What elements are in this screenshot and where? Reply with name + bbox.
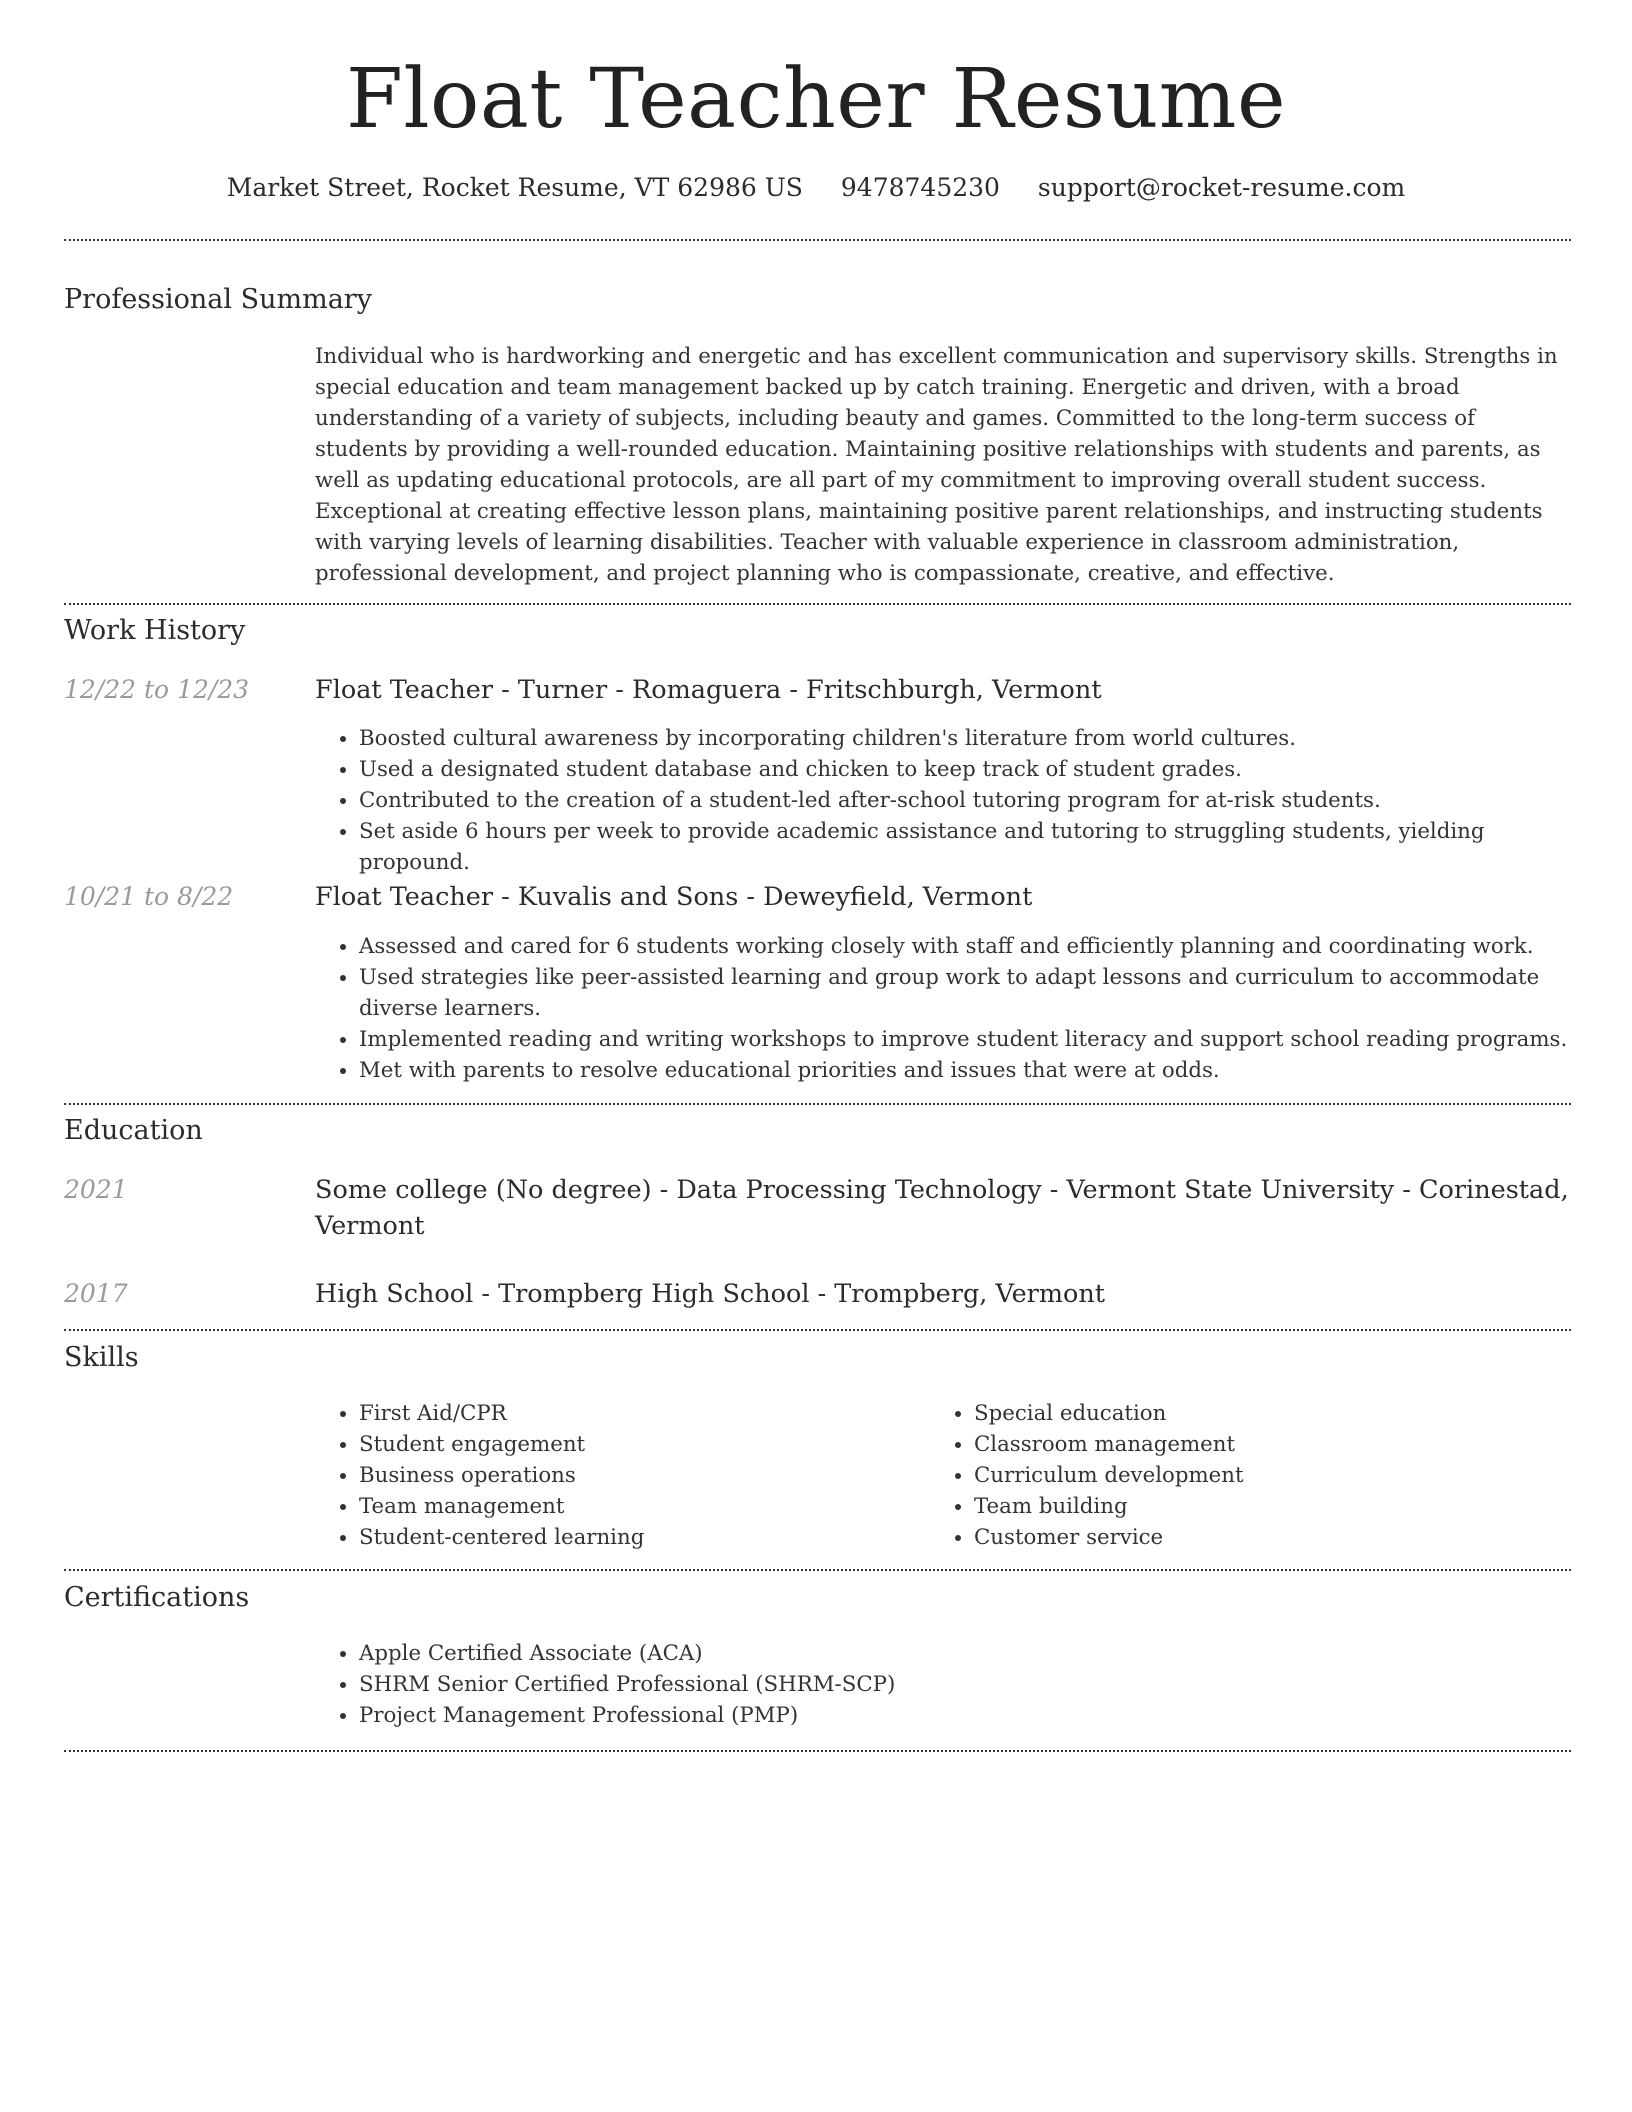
job-bullets	[315, 723, 1570, 878]
divider	[64, 1569, 1571, 1571]
divider	[64, 1329, 1571, 1331]
certification-item: • SHRM Senior Certified Professional (SHRM-SCP)	[359, 1669, 1570, 1700]
job-bullet: • Used a designated student database and chicken to keep track of student grades.	[359, 754, 1570, 785]
skills-list-left	[315, 1398, 930, 1553]
job-title: Float Teacher - Kuvalis and Sons - Deweyfield, Vermont	[315, 882, 1033, 912]
education-entry: Some college (No degree) - Data Processing Technology - Vermont State University - Corinestad, Vermont	[315, 1175, 1569, 1241]
certification-item: • Project Management Professional (PMP)	[359, 1700, 1570, 1731]
skill-item: • First Aid/CPR	[359, 1398, 930, 1429]
job-bullets	[315, 931, 1570, 1086]
job-bullet: • Set aside 6 hours per week to provide academic assistance and tutoring to struggling students, yielding propound.	[359, 816, 1570, 878]
job-bullet: • Implemented reading and writing workshops to improve student literacy and support school reading programs.	[359, 1024, 1570, 1055]
education-entry: High School - Trompberg High School - Trompberg, Vermont	[315, 1279, 1106, 1309]
section-title-certifications: Certifications	[64, 1582, 250, 1613]
skill-item: • Business operations	[359, 1460, 930, 1491]
skill-item: • Curriculum development	[974, 1460, 1545, 1491]
job-date: 10/21 to 8/22	[64, 882, 234, 911]
section-title-education: Education	[64, 1115, 203, 1146]
education-date: 2021	[64, 1175, 128, 1204]
divider	[64, 603, 1571, 605]
skill-item: • Special education	[974, 1398, 1545, 1429]
certification-item: • Apple Certified Associate (ACA)	[359, 1638, 1570, 1669]
skill-item: • Team management	[359, 1491, 930, 1522]
skill-item: • Classroom management	[974, 1429, 1545, 1460]
divider	[64, 1750, 1571, 1752]
job-bullet: • Met with parents to resolve educational priorities and issues that were at odds.	[359, 1055, 1570, 1086]
skill-item: • Student engagement	[359, 1429, 930, 1460]
job-title: Float Teacher - Turner - Romaguera - Fritschburgh, Vermont	[315, 675, 1102, 705]
section-title-skills: Skills	[64, 1342, 139, 1373]
skill-item: • Customer service	[974, 1522, 1545, 1553]
divider	[64, 1103, 1571, 1105]
job-bullet: • Boosted cultural awareness by incorporating children's literature from world cultures.	[359, 723, 1570, 754]
education-date: 2017	[64, 1279, 128, 1308]
contact-line	[0, 170, 1632, 206]
section-title-work: Work History	[64, 615, 246, 646]
resume-title: Float Teacher Resume	[345, 52, 1287, 147]
certifications-list	[315, 1638, 1570, 1731]
job-bullet: • Used strategies like peer-assisted learning and group work to adapt lessons and curriculum to accommodate diverse learners.	[359, 962, 1570, 1024]
divider	[64, 239, 1571, 241]
skill-item: • Student-centered learning	[359, 1522, 930, 1553]
contact-address: Market Street, Rocket Resume, VT 62986 US	[226, 173, 803, 202]
job-bullet: • Assessed and cared for 6 students working closely with staff and efficiently planning and coordinating work.	[359, 931, 1570, 962]
summary-text: Individual who is hardworking and energetic and has excellent communication and supervisory skills. Strengths in special education and team management backed up by catch training. Energetic and driven, with a broad understanding of a variety of subjects, including beauty and games. Committed to the long-term success of students by providing a well-rounded education. Maintaining positive relationships with students and parents, as well as updating educational protocols, are all part of my commitment to improving overall student success. Exceptional at creating effective lesson plans, maintaining positive parent relationships, and instructing students with varying levels of learning disabilities. Teacher with valuable experience in classroom administration, professional development, and project planning who is compassionate, creative, and effective.	[315, 344, 1558, 586]
contact-phone: 9478745230	[840, 173, 1000, 202]
skills-list-right	[930, 1398, 1545, 1553]
job-bullet: • Contributed to the creation of a student-led after-school tutoring program for at-risk students.	[359, 785, 1570, 816]
job-date: 12/22 to 12/23	[64, 675, 250, 704]
contact-email: support@rocket-resume.com	[1037, 173, 1406, 202]
section-title-summary: Professional Summary	[64, 284, 372, 315]
skill-item: • Team building	[974, 1491, 1545, 1522]
